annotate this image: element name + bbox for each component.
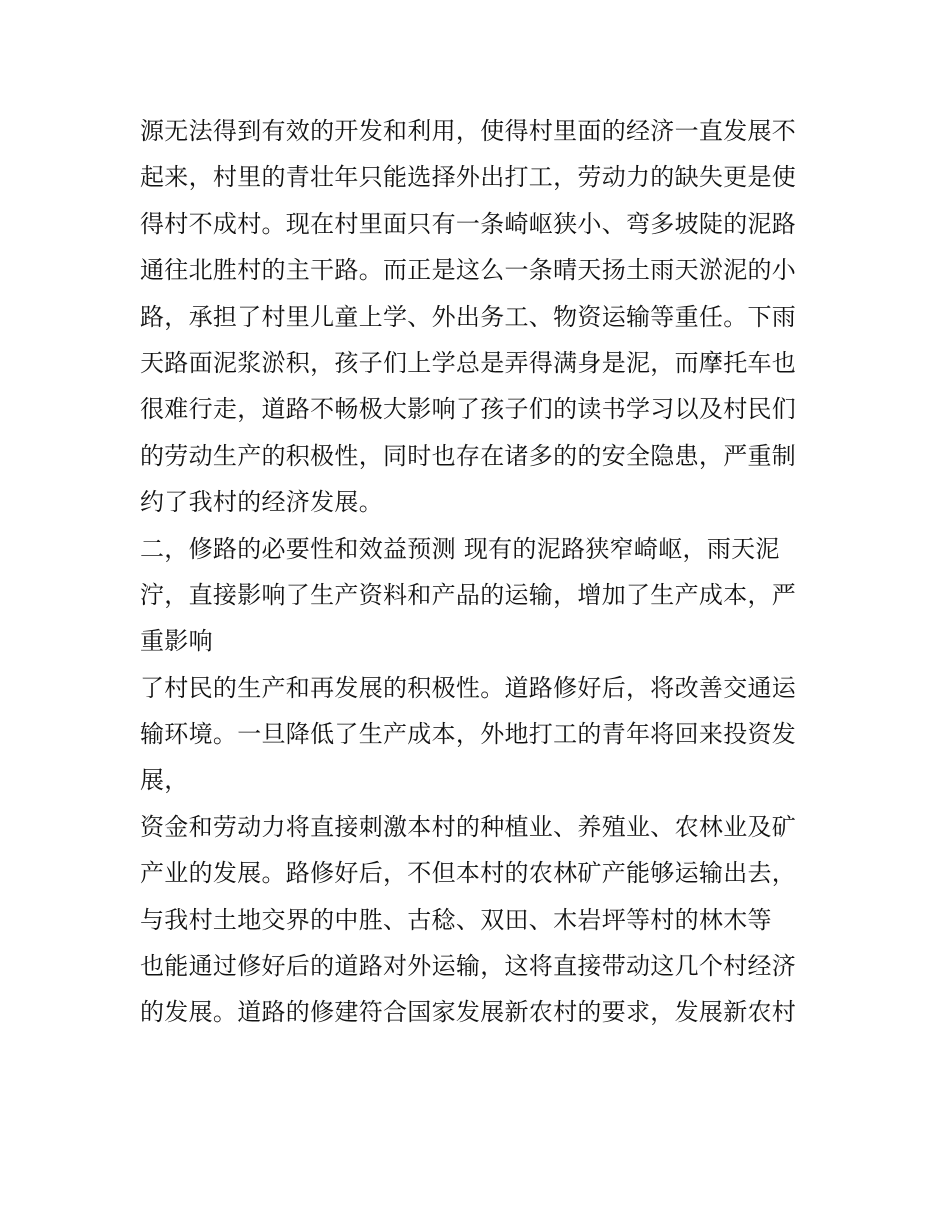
text-line: 源无法得到有效的开发和利用，使得村里面的经济一直发展不 xyxy=(140,117,797,145)
text-line: 了村民的生产和再发展的积极性。道路修好后，将改善交通运 xyxy=(140,673,797,702)
text-line: 输环境。一旦降低了生产成本，外地打工的青年将回来投资发 xyxy=(140,720,797,749)
text-line: 的劳动生产的积极性，同时也存在诸多的的安全隐患，严重制 xyxy=(140,441,797,470)
text-line: 通往北胜村的主干路。而正是这么一条晴天扬土雨天淤泥的小 xyxy=(140,256,797,285)
section-heading-line: 二，修路的必要性和效益预测 现有的泥路狭窄崎岖，雨天泥 xyxy=(140,534,780,563)
text-line: 资金和劳动力将直接刺激本村的种植业、养殖业、农林业及矿 xyxy=(140,812,797,841)
text-line: 得村不成村。现在村里面只有一条崎岖狭小、弯多坡陡的泥路 xyxy=(140,209,797,238)
body-text xyxy=(140,108,830,1036)
text-line: 约了我村的经济发展。 xyxy=(140,488,383,517)
text-line: 与我村土地交界的中胜、古稔、双田、木岩坪等村的林木等 xyxy=(140,905,772,934)
text-line: 天路面泥浆淤积，孩子们上学总是弄得满身是泥，而摩托车也 xyxy=(140,348,797,377)
text-line: 的发展。道路的修建符合国家发展新农村的要求，发展新农村 xyxy=(140,998,797,1027)
text-line: 路，承担了村里儿童上学、外出务工、物资运输等重任。下雨 xyxy=(140,302,797,331)
text-line: 起来，村里的青壮年只能选择外出打工，劳动力的缺失更是使 xyxy=(140,163,797,192)
text-line: 很难行走，道路不畅极大影响了孩子们的读书学习以及村民们 xyxy=(140,395,797,424)
text-line: 泞，直接影响了生产资料和产品的运输，增加了生产成本，严 xyxy=(140,580,797,609)
text-line: 产业的发展。路修好后，不但本村的农林矿产能够运输出去， xyxy=(140,859,797,888)
text-line: 展， xyxy=(140,766,189,795)
text-line: 重影响 xyxy=(140,627,213,656)
text-line: 也能通过修好后的道路对外运输，这将直接带动这几个村经济 xyxy=(140,952,797,981)
